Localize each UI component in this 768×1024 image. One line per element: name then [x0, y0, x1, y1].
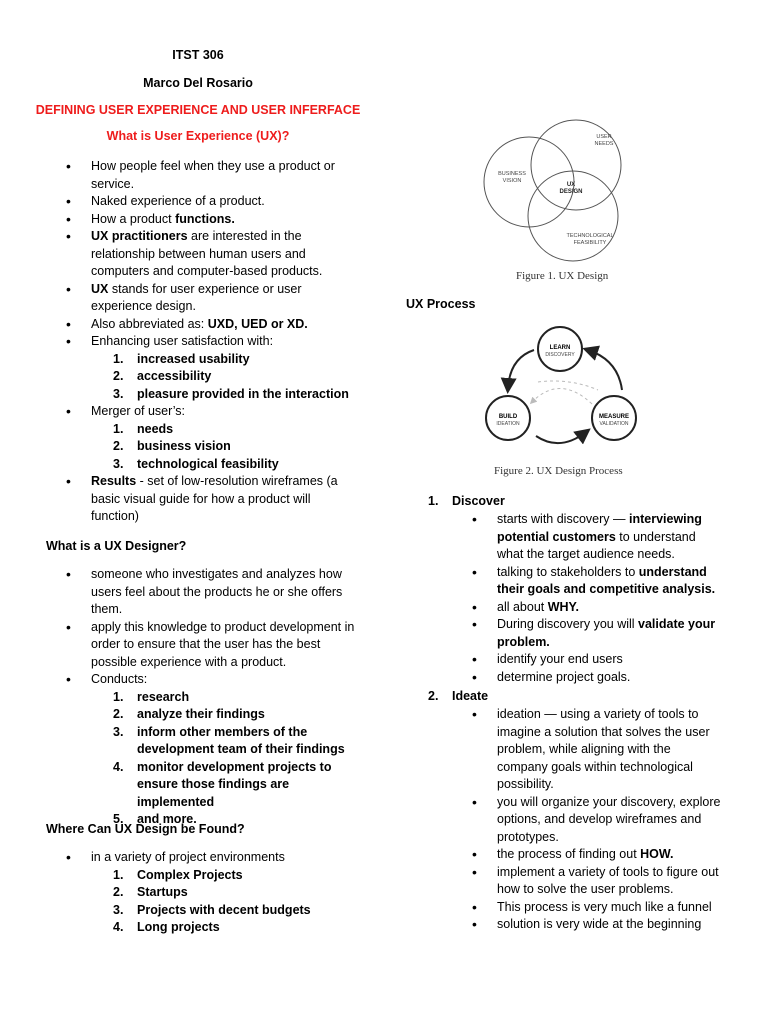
measure-label: MEASURE [598, 414, 630, 420]
author-name: Marco Del Rosario [143, 76, 253, 90]
venn-label: TECHNOLOGICAL [566, 233, 614, 239]
venn-label: USER [596, 134, 612, 140]
list-item: • Conducts: 1. research 2. analyze their findings 3. inform other members of the development team of their findings 4. monitor development projects to ensure those findings are implemented 5. and more. [66, 671, 356, 829]
list-item: 2. Startups [113, 885, 188, 899]
list-item: • determine project goals. [472, 669, 722, 687]
list-item: • Enhancing user satisfaction with: 1. increased usability 2. accessibility 3. pleasure provided in the interaction [66, 333, 356, 403]
section-heading-where-found: Where Can UX Design be Found? [46, 822, 245, 836]
venn-label: DESIGN [559, 189, 583, 195]
list-item: • in a variety of project environments 1. Complex Projects 2. Startups 3. Projects with decent budgets 4. Long projects [66, 849, 366, 937]
list-item: 1. Complex Projects [113, 867, 243, 882]
list-item: • Naked experience of a product. [66, 193, 356, 211]
list-item: • talking to stakeholders to understand their goals and competitive analysis. [472, 564, 722, 599]
step-2-number: 2. [428, 689, 439, 703]
list-item: • Merger of user’s: 1. needs 2. business vision 3. technological feasibility [66, 403, 356, 473]
list-item: • ideation — using a variety of tools to imagine a solution that solves the user problem, while aligning with the company goals within technological possibility. [472, 706, 722, 794]
arrow-learn-to-build [508, 350, 534, 388]
list-item: • identify your end users [472, 651, 722, 669]
arrow-build-to-measure [536, 432, 586, 443]
dashed-arrow [532, 388, 592, 404]
document-subtitle: What is User Experience (UX)? [106, 129, 290, 143]
course-code: ITST 306 [172, 48, 224, 62]
list-item: 3. technological feasibility [113, 456, 279, 471]
learn-sub-label: DISCOVERY [545, 352, 575, 358]
discover-list [472, 511, 722, 686]
list-item: • apply this knowledge to product development in order to ensure that the user has the best possible experience with a product. [66, 619, 356, 672]
ux-process-cycle-diagram [480, 320, 650, 462]
build-label: BUILD [498, 414, 518, 420]
list-item: • starts with discovery — interviewing potential customers to understand what the target audience needs. [472, 511, 722, 564]
arrow-measure-to-learn [588, 350, 622, 390]
list-item: • you will organize your discovery, explore options, and develop wireframes and prototypes. [472, 794, 722, 847]
list-item: • solution is very wide at the beginning [472, 916, 722, 934]
list-item: • This process is very much like a funnel [472, 899, 722, 917]
section-heading-ux-designer: What is a UX Designer? [46, 539, 187, 553]
step-1-title: Discover [452, 494, 505, 508]
measure-sub-label: VALIDATION [599, 421, 629, 427]
list-item: • During discovery you will validate your problem. [472, 616, 722, 651]
learn-label: LEARN [549, 345, 571, 351]
list-item: • Results - set of low-resolution wireframes (a basic visual guide for how a product will function) [66, 473, 356, 526]
list-item: 4. monitor development projects to ensure those findings are implemented [113, 759, 332, 809]
list-item: • UX stands for user experience or user experience design. [66, 281, 356, 316]
list-item: 4. Long projects [113, 920, 220, 934]
list-item: 3. pleasure provided in the interaction [113, 386, 349, 401]
list-item: 2. business vision [113, 439, 231, 453]
step-1-number: 1. [428, 494, 439, 508]
business-vision-circle [484, 137, 574, 227]
figure-2-caption: Figure 2. UX Design Process [494, 465, 623, 477]
build-sub-label: IDEATION [496, 421, 520, 427]
dashed-arrow [538, 381, 598, 390]
ux-definition-list [66, 158, 356, 526]
list-item: 3. Projects with decent budgets [113, 902, 311, 917]
venn-label: BUSINESS [498, 171, 526, 177]
venn-label: VISION [502, 178, 522, 184]
where-found-list [66, 849, 366, 937]
list-item: • someone who investigates and analyzes how users feel about the products he or she offers them. [66, 566, 356, 619]
venn-label: NEEDS [594, 141, 614, 147]
list-item: • implement a variety of tools to figure out how to solve the user problems. [472, 864, 722, 899]
figure-1-caption: Figure 1. UX Design [516, 270, 609, 282]
ux-design-venn-diagram [478, 108, 630, 268]
list-item: • How people feel when they use a product or service. [66, 158, 356, 193]
list-item: • How a product functions. [66, 211, 356, 229]
list-item: 2. accessibility [113, 369, 212, 383]
ideate-list [472, 706, 722, 934]
ux-designer-list [66, 566, 356, 829]
list-item: • Also abbreviated as: UXD, UED or XD. [66, 316, 356, 334]
list-item: 1. research [113, 689, 190, 704]
section-heading-ux-process: UX Process [406, 297, 476, 311]
list-item: 1. increased usability [113, 351, 250, 366]
step-2-title: Ideate [452, 689, 489, 703]
venn-label: FEASIBILITY [573, 240, 607, 246]
list-item: 3. inform other members of the development team of their findings [113, 724, 345, 756]
document-title: DEFINING USER EXPERIENCE AND USER INFERFACE [35, 103, 361, 117]
list-item: 5. and more. [113, 812, 197, 826]
list-item: • all about WHY. [472, 599, 722, 617]
list-item: 2. analyze their findings [113, 707, 265, 721]
venn-label: UX [566, 182, 576, 188]
list-item: • the process of finding out HOW. [472, 846, 722, 864]
list-item: 1. needs [113, 421, 174, 436]
list-item: • UX practitioners are interested in the relationship between human users and computers and computer-based products. [66, 228, 356, 281]
